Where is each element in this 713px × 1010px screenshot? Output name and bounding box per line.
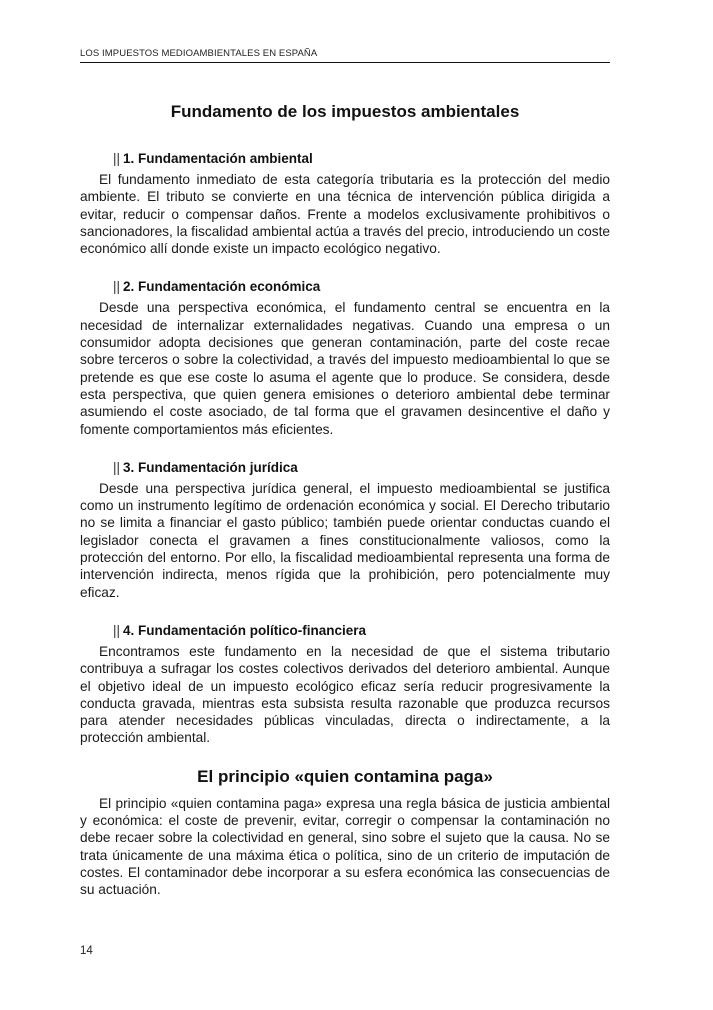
subsection-marker: || — [113, 622, 121, 638]
page-number: 14 — [80, 945, 93, 957]
header-rule — [80, 62, 610, 63]
paragraph-quien-contamina-paga: El principio «quien contamina paga» expresa una regla básica de justicia ambiental y económica: el coste de prevenir, evitar, corregir o compensar la contaminación no debe recaer sobre la colectividad en general, sino sobre el sujeto que la causa. No se trata únicamente de una máxima ética o política, sino de un criterio de imputación de costes. El contaminador debe incorporar a su esfera económica las consecuencias de su actuación. — [80, 795, 610, 898]
subsection-marker: || — [113, 279, 121, 295]
subsection-heading-text: 4. Fundamentación político-financiera — [123, 622, 367, 638]
running-header: LOS IMPUESTOS MEDIOAMBIENTALES EN ESPAÑA — [80, 48, 318, 59]
subsection-heading-text: 3. Fundamentación jurídica — [123, 459, 298, 475]
subsection-heading-text: 2. Fundamentación económica — [123, 279, 321, 295]
paragraph-ambiental: El fundamento inmediato de esta categoría tributaria es la protección del medio ambiente. El tributo se convierte en una técnica de intervención pública dirigida a evitar, reducir o compensar daños. Frente a modelos exclusivamente prohibitivos o sancionadores, la fiscalidad ambiental actúa a través del precio, introduciendo un coste económico allí donde existe un impacto ecológico negativo. — [80, 172, 610, 257]
subsection-heading-politico-financiera — [80, 621, 610, 641]
subsection-heading-economica — [80, 277, 610, 297]
subsection-heading-juridica — [80, 458, 610, 478]
subsection-marker: || — [113, 151, 121, 166]
paragraph-economica: Desde una perspectiva económica, el fundamento central se encuentra en la necesidad de internalizar externalidades negativas. Cuando una empresa o un consumidor adopta decisiones que generan contaminación, parte del coste recae sobre terceros o sobre la colectividad, a través del impuesto medioambiental lo que se pretende es que ese coste lo asuma el agente que lo produce. Se considera, desde esta perspectiva, que quien genera emisiones o deterioro ambiental debe terminar asumiendo el coste asociado, de tal forma que el gravamen desincentive el daño y fomente comportamientos más eficientes. — [80, 300, 610, 437]
subsection-marker: || — [113, 459, 121, 475]
subsection-heading-text: 1. Fundamentación ambiental — [123, 151, 313, 166]
subsection-heading-ambiental — [80, 149, 610, 169]
page-content — [80, 100, 610, 899]
paragraph-juridica: Desde una perspectiva jurídica general, el impuesto medioambiental se justifica como un instrumento legítimo de ordenación económica y social. El Derecho tributario no se limita a financiar el gasto público; también puede orientar conductas cuando el legislador conecta el gravamen a fines constitucionalmente valiosos, como la protección del entorno. Por ello, la fiscalidad medioambiental representa una forma de intervención indirecta, menos rígida que la prohibición, pero potencialmente muy eficaz. — [80, 480, 610, 600]
section-title-quien-contamina-paga: El principio «quien contamina paga» — [197, 766, 493, 786]
section-title-fundamento: Fundamento de los impuestos ambientales — [170, 102, 520, 121]
paragraph-politico-financiera: Encontramos este fundamento en la necesidad de que el sistema tributario contribuya a sufragar los costes colectivos derivados del deterioro ambiental. Aunque el objetivo ideal de un impuesto ecológico eficaz sería reducir progresivamente la conducta gravada, mientras esta subsista resulta razonable que produzca recursos para atender necesidades públicas vinculadas, directa o indirectamente, a la protección ambiental. — [80, 643, 610, 746]
